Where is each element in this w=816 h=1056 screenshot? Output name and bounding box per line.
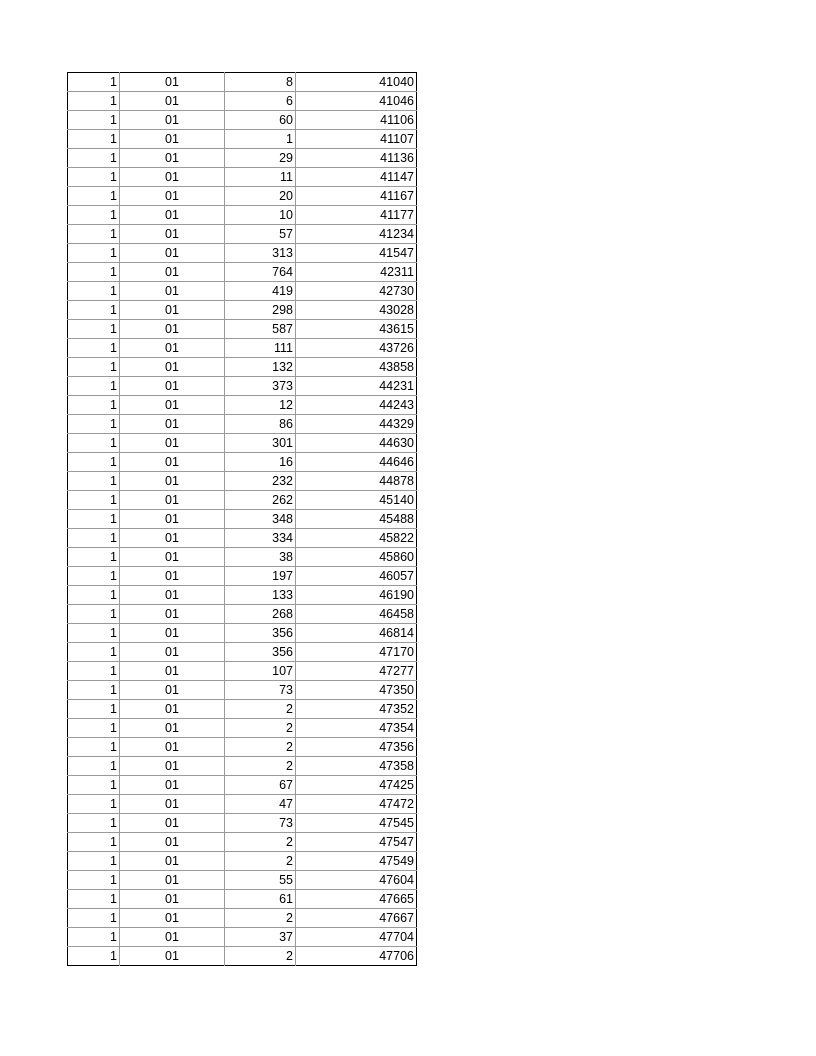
table-row [68, 719, 417, 738]
col-c-cell: 38 [225, 548, 296, 567]
col-d-cell: 47277 [296, 662, 417, 681]
table-row [68, 396, 417, 415]
table-row [68, 244, 417, 263]
col-d-cell: 41167 [296, 187, 417, 206]
col-b-cell: 01 [120, 320, 225, 339]
col-a-cell: 1 [68, 434, 120, 453]
col-a-cell: 1 [68, 92, 120, 111]
col-b-cell: 01 [120, 415, 225, 434]
col-d-cell: 47358 [296, 757, 417, 776]
col-c-cell: 29 [225, 149, 296, 168]
table-row [68, 871, 417, 890]
table-row [68, 700, 417, 719]
col-a-cell: 1 [68, 415, 120, 434]
col-d-cell: 47549 [296, 852, 417, 871]
col-b-cell: 01 [120, 605, 225, 624]
col-b-cell: 01 [120, 890, 225, 909]
col-a-cell: 1 [68, 396, 120, 415]
col-b-cell: 01 [120, 377, 225, 396]
col-a-cell: 1 [68, 909, 120, 928]
col-a-cell: 1 [68, 833, 120, 852]
col-c-cell: 373 [225, 377, 296, 396]
col-b-cell: 01 [120, 244, 225, 263]
col-c-cell: 37 [225, 928, 296, 947]
col-d-cell: 43615 [296, 320, 417, 339]
col-b-cell: 01 [120, 358, 225, 377]
col-d-cell: 41136 [296, 149, 417, 168]
col-c-cell: 60 [225, 111, 296, 130]
col-a-cell: 1 [68, 890, 120, 909]
col-a-cell: 1 [68, 624, 120, 643]
col-c-cell: 298 [225, 301, 296, 320]
col-c-cell: 2 [225, 833, 296, 852]
col-d-cell: 44646 [296, 453, 417, 472]
col-b-cell: 01 [120, 567, 225, 586]
col-a-cell: 1 [68, 681, 120, 700]
col-b-cell: 01 [120, 149, 225, 168]
table-row [68, 491, 417, 510]
col-a-cell: 1 [68, 738, 120, 757]
col-c-cell: 356 [225, 624, 296, 643]
table-row [68, 529, 417, 548]
col-b-cell: 01 [120, 472, 225, 491]
col-d-cell: 43858 [296, 358, 417, 377]
col-a-cell: 1 [68, 643, 120, 662]
col-b-cell: 01 [120, 339, 225, 358]
col-a-cell: 1 [68, 301, 120, 320]
table-row [68, 301, 417, 320]
table-row [68, 605, 417, 624]
col-c-cell: 2 [225, 852, 296, 871]
col-c-cell: 73 [225, 681, 296, 700]
col-c-cell: 262 [225, 491, 296, 510]
table-row [68, 339, 417, 358]
col-a-cell: 1 [68, 795, 120, 814]
table-row [68, 662, 417, 681]
col-c-cell: 334 [225, 529, 296, 548]
col-b-cell: 01 [120, 643, 225, 662]
col-b-cell: 01 [120, 852, 225, 871]
col-d-cell: 45488 [296, 510, 417, 529]
col-d-cell: 47545 [296, 814, 417, 833]
col-b-cell: 01 [120, 738, 225, 757]
table-row [68, 681, 417, 700]
col-d-cell: 47665 [296, 890, 417, 909]
col-c-cell: 57 [225, 225, 296, 244]
col-a-cell: 1 [68, 491, 120, 510]
col-b-cell: 01 [120, 491, 225, 510]
col-c-cell: 47 [225, 795, 296, 814]
col-d-cell: 44329 [296, 415, 417, 434]
col-a-cell: 1 [68, 529, 120, 548]
col-a-cell: 1 [68, 719, 120, 738]
table-row [68, 187, 417, 206]
col-c-cell: 61 [225, 890, 296, 909]
col-d-cell: 47706 [296, 947, 417, 966]
col-d-cell: 41106 [296, 111, 417, 130]
col-a-cell: 1 [68, 282, 120, 301]
col-d-cell: 46458 [296, 605, 417, 624]
table-row [68, 434, 417, 453]
table-row [68, 928, 417, 947]
table-row [68, 586, 417, 605]
col-a-cell: 1 [110, 949, 117, 963]
table-row [68, 890, 417, 909]
col-d-cell: 47170 [296, 643, 417, 662]
table-row [68, 795, 417, 814]
col-d-cell: 47704 [296, 928, 417, 947]
col-c-cell: 20 [225, 187, 296, 206]
col-b-cell: 01 [120, 776, 225, 795]
col-d-cell: 46057 [296, 567, 417, 586]
col-c-cell: 111 [225, 339, 296, 358]
col-c-cell: 2 [225, 757, 296, 776]
col-c-cell: 107 [225, 662, 296, 681]
col-d-cell: 41547 [296, 244, 417, 263]
col-a-cell: 1 [68, 225, 120, 244]
col-c-cell: 73 [225, 814, 296, 833]
col-b-cell: 01 [120, 909, 225, 928]
col-a-cell: 1 [68, 453, 120, 472]
col-d-cell: 47356 [296, 738, 417, 757]
col-c-cell: 16 [225, 453, 296, 472]
col-a-cell: 1 [68, 472, 120, 491]
table-row [68, 909, 417, 928]
col-b-cell: 01 [120, 700, 225, 719]
col-d-cell: 47604 [296, 871, 417, 890]
table-row [68, 567, 417, 586]
col-a-cell: 1 [68, 757, 120, 776]
data-table [67, 72, 417, 966]
col-c-cell: 2 [225, 719, 296, 738]
col-b-cell: 01 [120, 510, 225, 529]
table-row [68, 225, 417, 244]
col-a-cell: 1 [68, 130, 120, 149]
col-c-cell: 1 [225, 130, 296, 149]
col-c-cell: 2 [225, 738, 296, 757]
col-b-cell: 01 [120, 586, 225, 605]
col-a-cell: 1 [68, 358, 120, 377]
table-row [68, 92, 417, 111]
col-c-cell: 2 [225, 947, 296, 966]
col-b-cell: 01 [120, 814, 225, 833]
table-row [68, 757, 417, 776]
col-c-cell: 356 [225, 643, 296, 662]
col-b-cell: 01 [120, 871, 225, 890]
col-c-cell: 11 [225, 168, 296, 187]
table-row [68, 453, 417, 472]
col-d-cell: 43726 [296, 339, 417, 358]
col-b-cell: 01 [120, 434, 225, 453]
table-row [68, 548, 417, 567]
col-c-cell: 419 [225, 282, 296, 301]
col-c-cell: 133 [225, 586, 296, 605]
col-d-cell: 44630 [296, 434, 417, 453]
col-b-cell: 01 [120, 92, 225, 111]
col-a-cell: 1 [68, 871, 120, 890]
col-b-cell: 01 [120, 662, 225, 681]
col-a-cell: 1 [68, 548, 120, 567]
col-b-cell: 01 [120, 130, 225, 149]
table-row [68, 149, 417, 168]
col-a-cell: 1 [68, 567, 120, 586]
col-d-cell: 47472 [296, 795, 417, 814]
col-a-cell: 1 [68, 206, 120, 225]
col-a-cell: 1 [68, 928, 120, 947]
col-d-cell: 41040 [296, 73, 417, 92]
col-d-cell: 45822 [296, 529, 417, 548]
col-d-cell: 47350 [296, 681, 417, 700]
col-d-cell: 43028 [296, 301, 417, 320]
col-a-cell: 1 [68, 852, 120, 871]
col-c-cell: 301 [225, 434, 296, 453]
col-a-cell: 1 [68, 814, 120, 833]
col-c-cell: 313 [225, 244, 296, 263]
col-a-cell: 1 [68, 73, 120, 92]
table-row [68, 168, 417, 187]
col-d-cell: 47352 [296, 700, 417, 719]
col-d-cell: 41046 [296, 92, 417, 111]
col-a-cell: 1 [68, 263, 120, 282]
col-b-cell: 01 [120, 833, 225, 852]
col-b-cell: 01 [120, 757, 225, 776]
col-c-cell: 268 [225, 605, 296, 624]
col-c-cell: 86 [225, 415, 296, 434]
col-b-cell: 01 [120, 263, 225, 282]
col-d-cell: 47354 [296, 719, 417, 738]
col-b-cell: 01 [120, 529, 225, 548]
col-a-cell: 1 [68, 662, 120, 681]
col-b-cell: 01 [120, 453, 225, 472]
table-row [68, 624, 417, 643]
table-row [68, 206, 417, 225]
col-d-cell: 41177 [296, 206, 417, 225]
col-b-cell: 01 [120, 928, 225, 947]
col-b-cell: 01 [120, 396, 225, 415]
col-c-cell: 764 [225, 263, 296, 282]
col-a-cell: 1 [68, 605, 120, 624]
table-row [68, 263, 417, 282]
col-d-cell: 41107 [296, 130, 417, 149]
table-row [68, 111, 417, 130]
col-b-cell: 01 [120, 795, 225, 814]
col-d-cell: 44878 [296, 472, 417, 491]
table-row [68, 814, 417, 833]
col-d-cell: 41234 [296, 225, 417, 244]
col-a-cell: 1 [68, 586, 120, 605]
col-c-cell: 587 [225, 320, 296, 339]
col-d-cell: 47425 [296, 776, 417, 795]
table-row [68, 358, 417, 377]
col-a-cell: 1 [68, 168, 120, 187]
col-b-cell: 01 [120, 187, 225, 206]
table-row [68, 510, 417, 529]
col-a-cell: 1 [68, 320, 120, 339]
col-d-cell: 47547 [296, 833, 417, 852]
col-b-cell: 01 [120, 73, 225, 92]
col-c-cell: 348 [225, 510, 296, 529]
table-row [68, 73, 417, 92]
table-row [68, 947, 417, 966]
col-d-cell: 47667 [296, 909, 417, 928]
col-a-cell: 1 [68, 244, 120, 263]
table-row [68, 415, 417, 434]
table-row [68, 282, 417, 301]
col-d-cell: 45140 [296, 491, 417, 510]
col-b-cell: 01 [120, 301, 225, 320]
col-a-cell: 1 [68, 111, 120, 130]
table-row [68, 643, 417, 662]
table-row [68, 776, 417, 795]
col-a-cell: 1 [68, 776, 120, 795]
col-b-cell: 01 [120, 111, 225, 130]
col-c-cell: 8 [225, 73, 296, 92]
col-c-cell: 2 [225, 909, 296, 928]
col-a-cell: 1 [68, 339, 120, 358]
table-body [68, 73, 417, 966]
col-c-cell: 132 [225, 358, 296, 377]
col-b-cell: 01 [120, 548, 225, 567]
col-d-cell: 44231 [296, 377, 417, 396]
col-a-cell: 1 [68, 187, 120, 206]
col-b-cell: 01 [120, 624, 225, 643]
col-c-cell: 232 [225, 472, 296, 491]
col-b-cell: 01 [120, 719, 225, 738]
col-a-cell: 1 [68, 700, 120, 719]
col-b-cell: 01 [120, 681, 225, 700]
col-c-cell: 12 [225, 396, 296, 415]
col-d-cell: 46814 [296, 624, 417, 643]
table-row [68, 852, 417, 871]
col-d-cell: 42311 [296, 263, 417, 282]
col-d-cell: 45860 [296, 548, 417, 567]
col-d-cell: 41147 [296, 168, 417, 187]
col-d-cell: 44243 [296, 396, 417, 415]
col-a-cell: 1 [68, 510, 120, 529]
col-c-cell: 2 [225, 700, 296, 719]
col-c-cell: 197 [225, 567, 296, 586]
table-row [68, 738, 417, 757]
col-b-cell: 01 [120, 225, 225, 244]
col-b-cell: 01 [120, 168, 225, 187]
table-row [68, 377, 417, 396]
table-row [68, 472, 417, 491]
col-c-cell: 10 [225, 206, 296, 225]
col-b-cell: 01 [120, 947, 225, 966]
table-row [68, 833, 417, 852]
col-a-cell: 1 [68, 149, 120, 168]
col-a-cell: 1 [68, 377, 120, 396]
col-c-cell: 67 [225, 776, 296, 795]
table-row [68, 130, 417, 149]
col-d-cell: 46190 [296, 586, 417, 605]
col-b-cell: 01 [120, 282, 225, 301]
col-c-cell: 6 [225, 92, 296, 111]
col-d-cell: 42730 [296, 282, 417, 301]
table-row [68, 320, 417, 339]
col-b-cell: 01 [120, 206, 225, 225]
col-c-cell: 55 [225, 871, 296, 890]
